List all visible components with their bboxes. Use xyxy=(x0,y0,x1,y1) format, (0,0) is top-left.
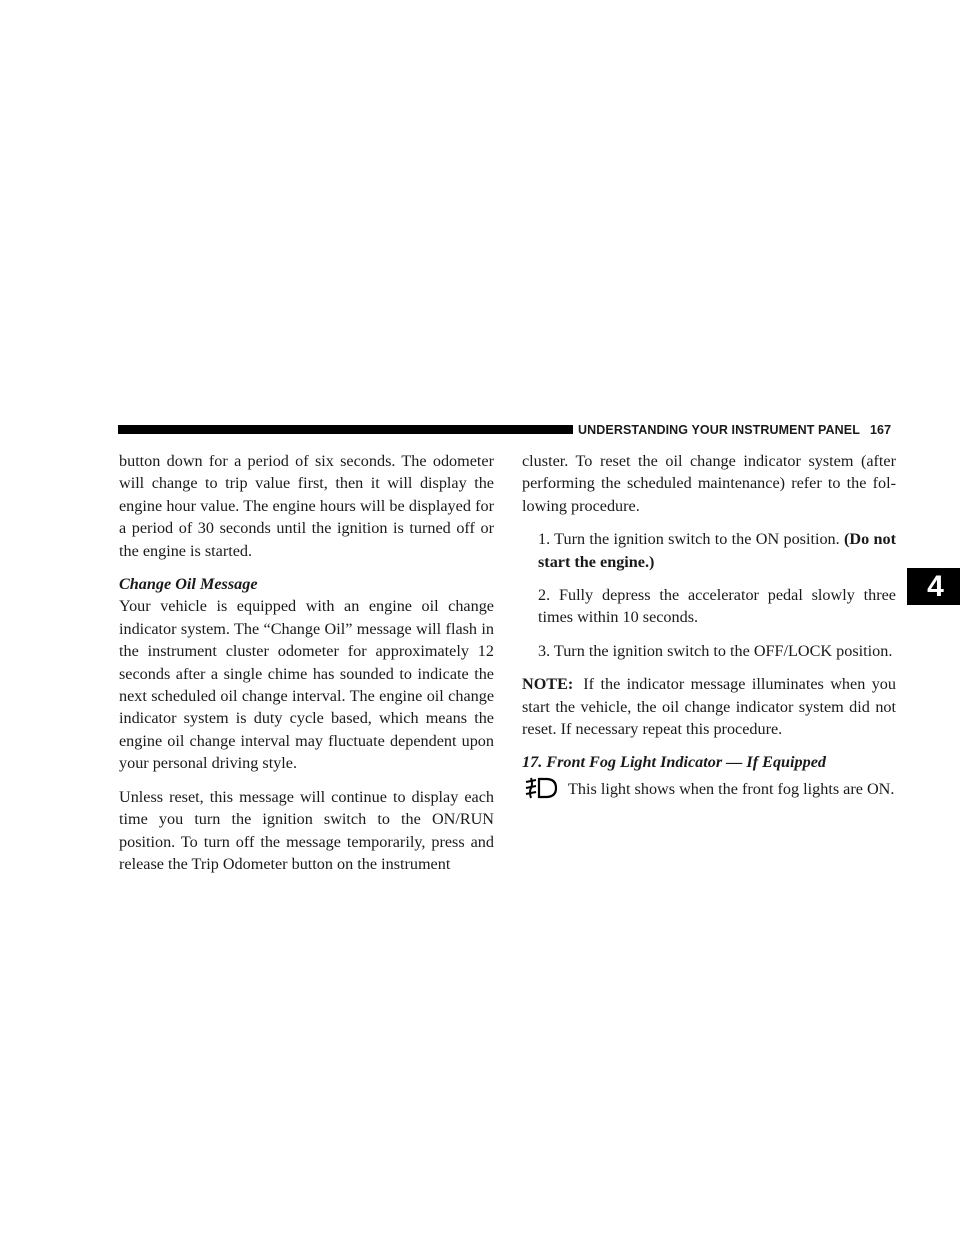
step-2: 2. Fully depress the accelerator pedal slowly three times within 10 seconds. xyxy=(538,586,896,627)
left-column xyxy=(119,450,494,875)
section-title: UNDERSTANDING YOUR INSTRUMENT PANEL xyxy=(578,423,860,437)
header-rule xyxy=(118,425,573,434)
paragraph: Unless reset, this message will continue to display each time you turn the ignition switch to the ON/RUN position. To turn off the message temporarily, press and release the Trip Odometer button on the instrument xyxy=(119,787,494,873)
note-text: If the indicator message illuminates when you start the vehicle, the oil change indicator system did not reset. If necessary repeat this procedure. xyxy=(522,675,896,739)
note-label: NOTE: xyxy=(522,675,574,694)
right-column xyxy=(522,450,896,800)
step-1 xyxy=(522,528,896,573)
chapter-tab: 4 xyxy=(907,568,960,605)
fog-light-heading: 17. Front Fog Light Indicator — If Equipped xyxy=(522,753,827,772)
front-fog-light-icon xyxy=(522,776,562,800)
step-1-text: 1. Turn the ignition switch to the ON position. xyxy=(538,530,840,549)
paragraph: button down for a period of six seconds. The odometer will change to trip value first, then it will display the engine hour value. The engine hours will be displayed for a period of 30 seconds until the ignition is turned off or the engine is started. xyxy=(119,452,494,560)
running-header xyxy=(578,420,908,440)
paragraph: cluster. To reset the oil change indicator system (after performing the scheduled maintenance) refer to the fol-lowing procedure. xyxy=(522,452,896,515)
change-oil-heading: Change Oil Message xyxy=(119,575,258,594)
step-3: 3. Turn the ignition switch to the OFF/LOCK position. xyxy=(538,641,893,660)
fog-light-description xyxy=(522,778,896,800)
page-number: 167 xyxy=(869,423,892,437)
step-1-warning: (Do not start the engine.) xyxy=(538,530,896,571)
note xyxy=(522,673,896,740)
fog-light-text: This light shows when the front fog lights are ON. xyxy=(568,779,895,798)
paragraph: Your vehicle is equipped with an engine oil change indicator system. The “Change Oil” message will flash in the instrument cluster odometer for approximately 12 seconds after a single chime has sounded to indicate the next scheduled oil change interval. The engine oil change indicator system is duty cycle based, which means the engine oil change interval may fluctuate dependent upon your personal driving style. xyxy=(119,597,494,773)
